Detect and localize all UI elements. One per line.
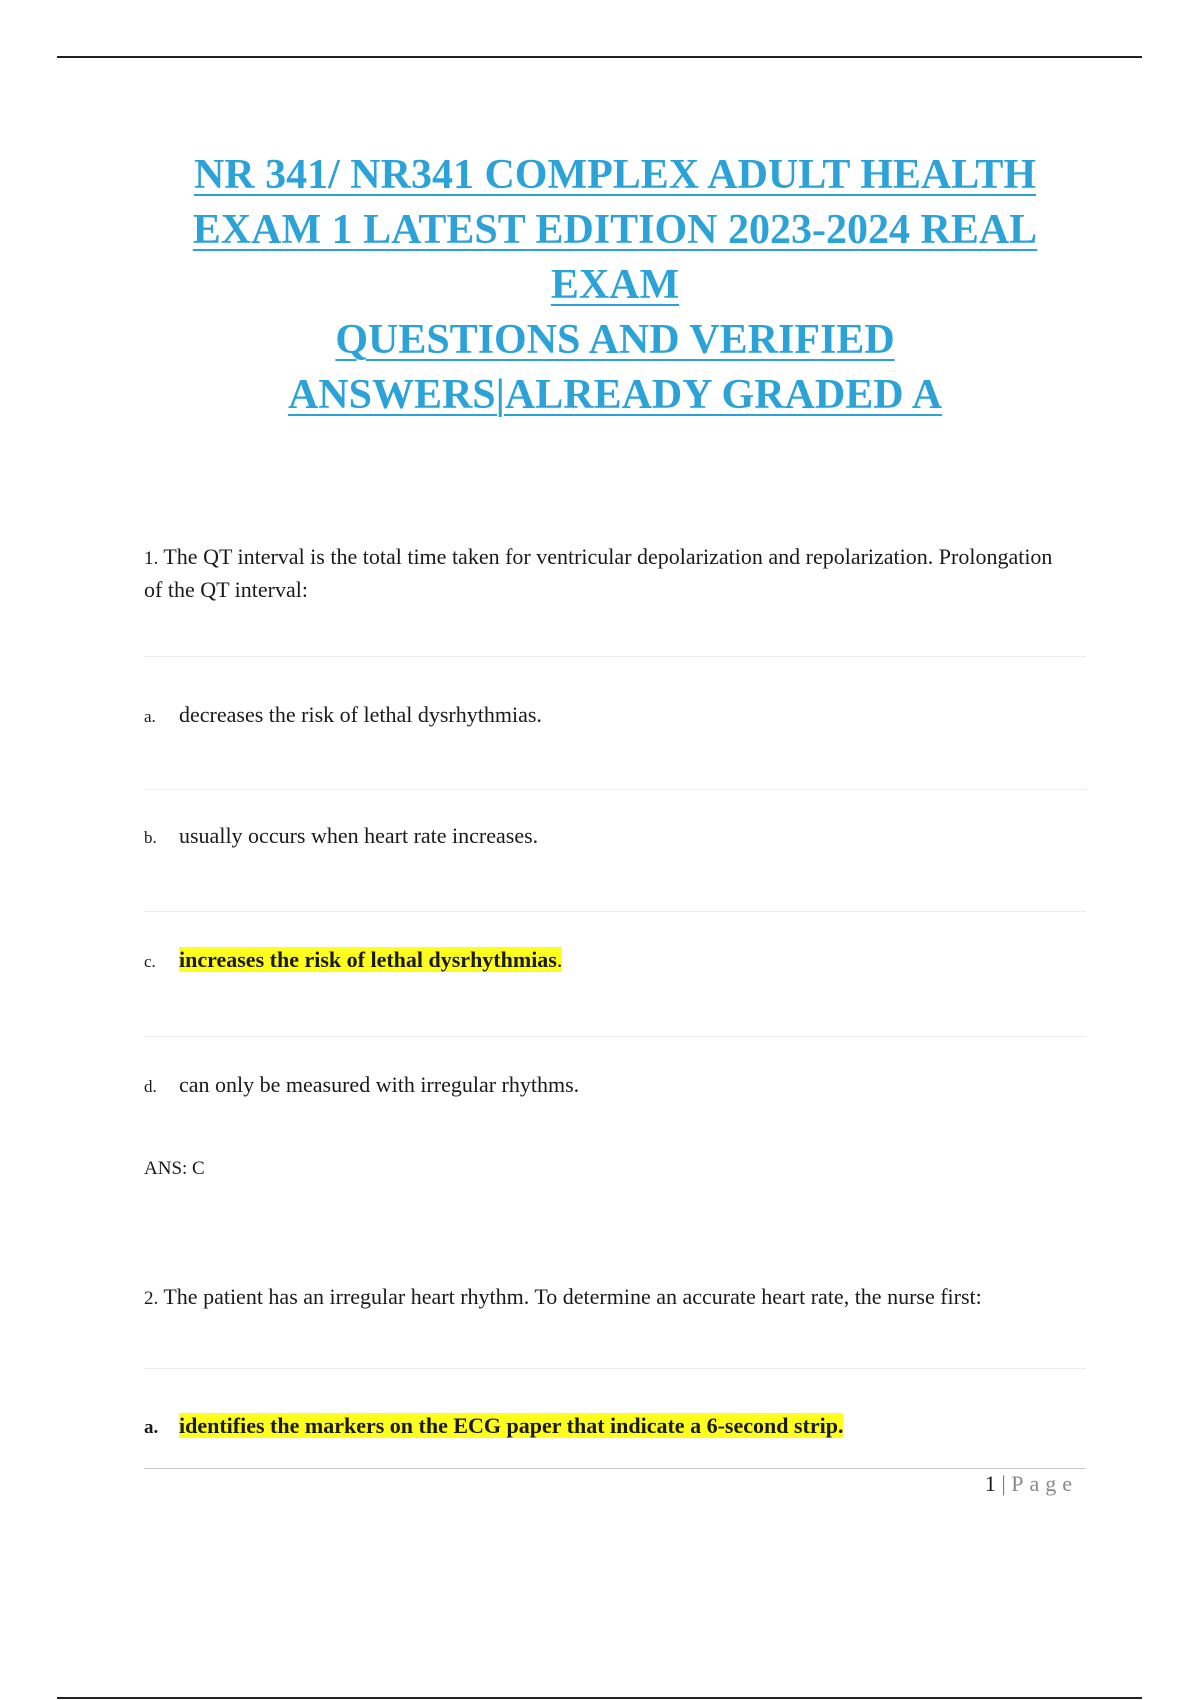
page-number: 1 | Page	[984, 1471, 1078, 1496]
option-letter: c.	[144, 952, 156, 971]
option-letter: a.	[144, 707, 156, 726]
title-line-3: EXAM	[550, 262, 680, 308]
option-1c-correct	[144, 945, 1084, 977]
separator-line	[144, 911, 1086, 912]
option-text: decreases the risk of lethal dysrhythmias.	[179, 702, 542, 727]
title-line-1: NR 341/ NR341 COMPLEX ADULT HEALTH	[193, 152, 1037, 198]
question-2	[144, 1281, 1074, 1314]
footer-rule	[144, 1468, 1086, 1469]
question-text: The patient has an irregular heart rhythm. To determine an accurate heart rate, the nurse first:	[163, 1284, 982, 1309]
option-letter: b.	[144, 828, 157, 847]
document-title	[100, 148, 1130, 423]
separator-line	[144, 1368, 1086, 1369]
question-number: 1.	[144, 548, 159, 569]
highlighted-answer: identifies the markers on the ECG paper that indicate a 6-second strip.	[179, 1413, 844, 1438]
question-number: 2.	[144, 1288, 159, 1309]
title-line-2: EXAM 1 LATEST EDITION 2023-2024 REAL	[192, 207, 1038, 253]
option-1b	[144, 821, 1084, 853]
separator-line	[144, 1036, 1086, 1037]
highlighted-answer: increases the risk of lethal dysrhythmias.	[179, 947, 563, 972]
bottom-rule	[57, 1697, 1142, 1699]
title-line-4: QUESTIONS AND VERIFIED	[335, 317, 895, 363]
question-1	[144, 541, 1074, 605]
option-letter: a.	[144, 1417, 159, 1438]
question-text: The QT interval is the total time taken for ventricular depolarization and repolarization. Prolongation of the QT interval:	[144, 544, 1053, 602]
option-1a	[144, 700, 1084, 732]
option-letter: d.	[144, 1077, 157, 1096]
answer-key: ANS: C	[144, 1158, 205, 1179]
separator-line	[144, 656, 1086, 657]
title-line-5: ANSWERS|ALREADY GRADED A	[287, 372, 943, 418]
option-text: can only be measured with irregular rhythms.	[179, 1072, 580, 1097]
option-2a-correct	[144, 1411, 1084, 1443]
option-1d	[144, 1070, 1084, 1102]
separator-line	[144, 789, 1086, 790]
option-text: usually occurs when heart rate increases.	[179, 823, 539, 848]
header-rule	[57, 56, 1142, 58]
